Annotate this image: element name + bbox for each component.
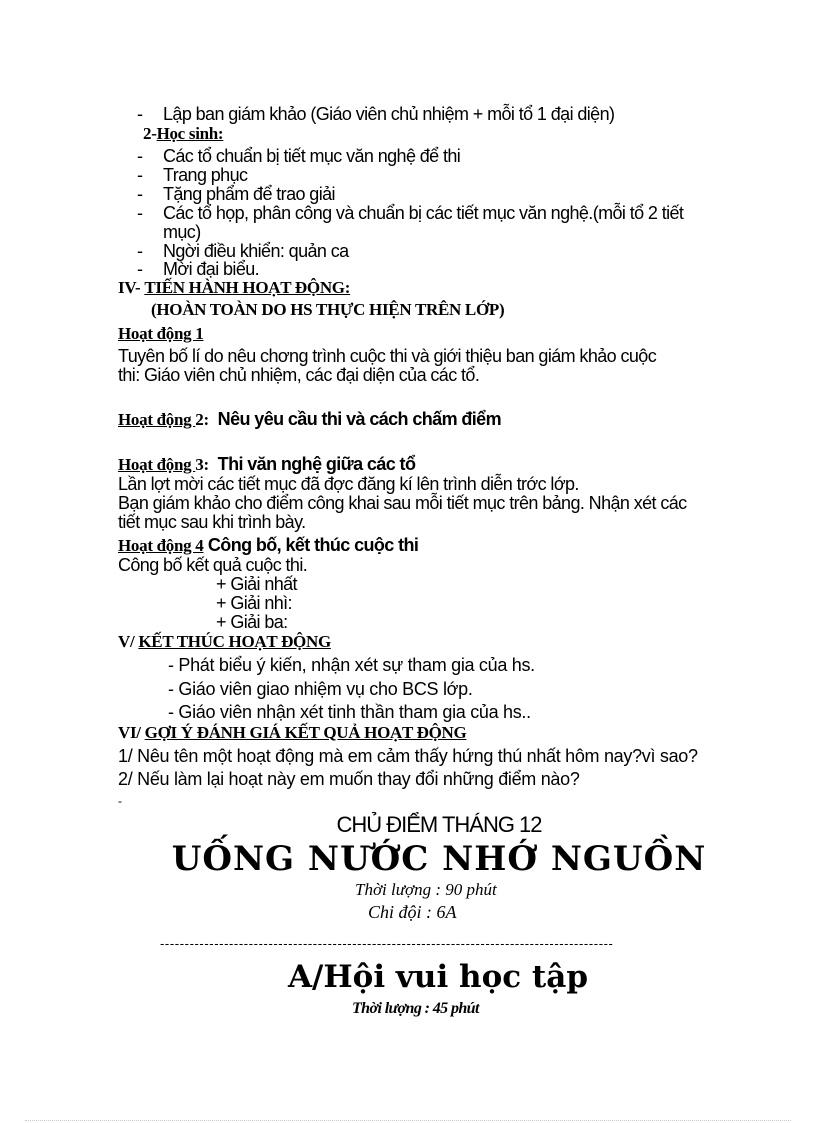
section-number: VI/ <box>118 723 141 742</box>
question-number: 2/ <box>118 769 133 789</box>
list-item: Ngời điều khiển: quản ca <box>163 241 349 261</box>
activity-3-text: tiết mục sau khi trình bày. <box>118 512 306 532</box>
question-text: Nêu tên một hoạt động mà em cảm thấy hứng thú nhất hôm nay?vì sao? <box>137 746 698 766</box>
conclusion-item: - Phát biểu ý kiến, nhận xét sự tham gia của hs. <box>168 655 535 675</box>
activity-1-label: Hoạt động 1 <box>118 324 204 343</box>
activity-3-text: Lần lợt mời các tiết mục đã đợc đăng kí lên trình diễn trớc lớp. <box>118 474 579 494</box>
activity-2-number: 2: <box>195 410 209 429</box>
bullet-dash: - <box>137 259 143 279</box>
conclusion-item: - Giáo viên giao nhiệm vụ cho BCS lớp. <box>168 679 473 699</box>
question-number: 1/ <box>118 746 133 766</box>
list-item: Trang phục <box>163 165 248 185</box>
bullet-dash: - <box>137 241 143 261</box>
activity-3-text: Bạn giám khảo cho điểm công khai sau mỗi tiết mục trên bảng. Nhận xét các <box>118 493 687 513</box>
section-title: KẾT THÚC HOẠT ĐỘNG <box>138 632 331 651</box>
part-a-title: A/Hội vui học tập <box>288 959 588 995</box>
theme-heading: CHỦ ĐIỂM THÁNG 12 <box>336 812 542 837</box>
part-a-duration: Thời lượng : 45 phút <box>352 1000 479 1017</box>
list-item: Các tổ họp, phân công và chuẩn bị các tiết mục văn nghệ.(mỗi tổ 2 tiết <box>163 203 684 223</box>
list-item: Các tổ chuẩn bị tiết mục văn nghệ để thi <box>163 146 461 166</box>
question-item <box>118 746 698 766</box>
separator-line: -------------------------------------------------------------------------------------------- <box>160 936 614 951</box>
stray-dash: - <box>118 794 122 808</box>
prize-item: + Giải nhì: <box>216 593 292 613</box>
activity-3-number: 3: <box>195 455 209 474</box>
activity-3-heading <box>118 454 415 475</box>
bullet-dash: - <box>137 203 143 223</box>
activity-4-label: Hoạt động 4 <box>118 536 204 555</box>
section4-subtitle: (HOÀN TOÀN DO HS THỰC HIỆN TRÊN LỚP) <box>151 300 505 319</box>
question-item <box>118 769 580 789</box>
theme-title: UỐNG NƯỚC NHỚ NGUỒN <box>171 839 707 879</box>
prize-item: + Giải ba: <box>216 612 288 632</box>
section6-heading <box>118 723 466 743</box>
bullet-dash: - <box>137 165 143 185</box>
students-heading-label: Học sinh: <box>156 124 224 143</box>
activity-4-text: Công bố kết quả cuộc thi. <box>118 555 308 575</box>
bullet-dash: - <box>137 104 143 124</box>
list-item: Lập ban giám khảo (Giáo viên chủ nhiệm + mỗi tổ 1 đại diện) <box>163 104 615 124</box>
bullet-dash: - <box>137 184 143 204</box>
section-title: TIẾN HÀNH HOẠT ĐỘNG: <box>144 278 351 297</box>
section5-heading <box>118 632 331 652</box>
prize-item: + Giải nhất <box>216 574 297 594</box>
students-heading-num: 2- <box>143 124 157 143</box>
page-bottom-border <box>25 1120 791 1121</box>
activity-4-heading <box>118 535 418 556</box>
section-title: GỢI Ý ĐÁNH GIÁ KẾT QUẢ HOẠT ĐỘNG <box>144 723 467 742</box>
activity-2-label: Hoạt động <box>118 410 196 429</box>
theme-squad: Chi đội : 6A <box>368 902 457 922</box>
bullet-dash: - <box>137 146 143 166</box>
activity-2-heading <box>118 409 501 430</box>
activity-4-title: Công bố, kết thúc cuộc thi <box>207 535 419 555</box>
list-item: Mời đại biểu. <box>163 259 260 279</box>
section-number: IV- <box>118 278 141 297</box>
activity-1-text: Tuyên bố lí do nêu chơng trình cuộc thi và giới thiệu ban giám khảo cuộc <box>118 346 657 366</box>
activity-3-title: Thi văn nghệ giữa các tổ <box>217 454 416 474</box>
question-text: Nếu làm lại hoạt này em muốn thay đổi những điểm nào? <box>137 769 580 789</box>
students-heading <box>143 124 223 144</box>
section-number: V/ <box>118 632 135 651</box>
list-item-continuation: mục) <box>163 222 201 242</box>
activity-3-label: Hoạt động <box>118 455 196 474</box>
list-item: Tặng phẩm để trao giải <box>163 184 335 204</box>
section4-heading <box>118 278 350 298</box>
theme-duration: Thời lượng : 90 phút <box>355 880 497 899</box>
activity-2-title: Nêu yêu cầu thi và cách chấm điểm <box>217 409 501 429</box>
conclusion-item: - Giáo viên nhận xét tinh thần tham gia của hs.. <box>168 702 531 722</box>
activity-1-text: thi: Giáo viên chủ nhiệm, các đại diện của các tổ. <box>118 365 480 385</box>
